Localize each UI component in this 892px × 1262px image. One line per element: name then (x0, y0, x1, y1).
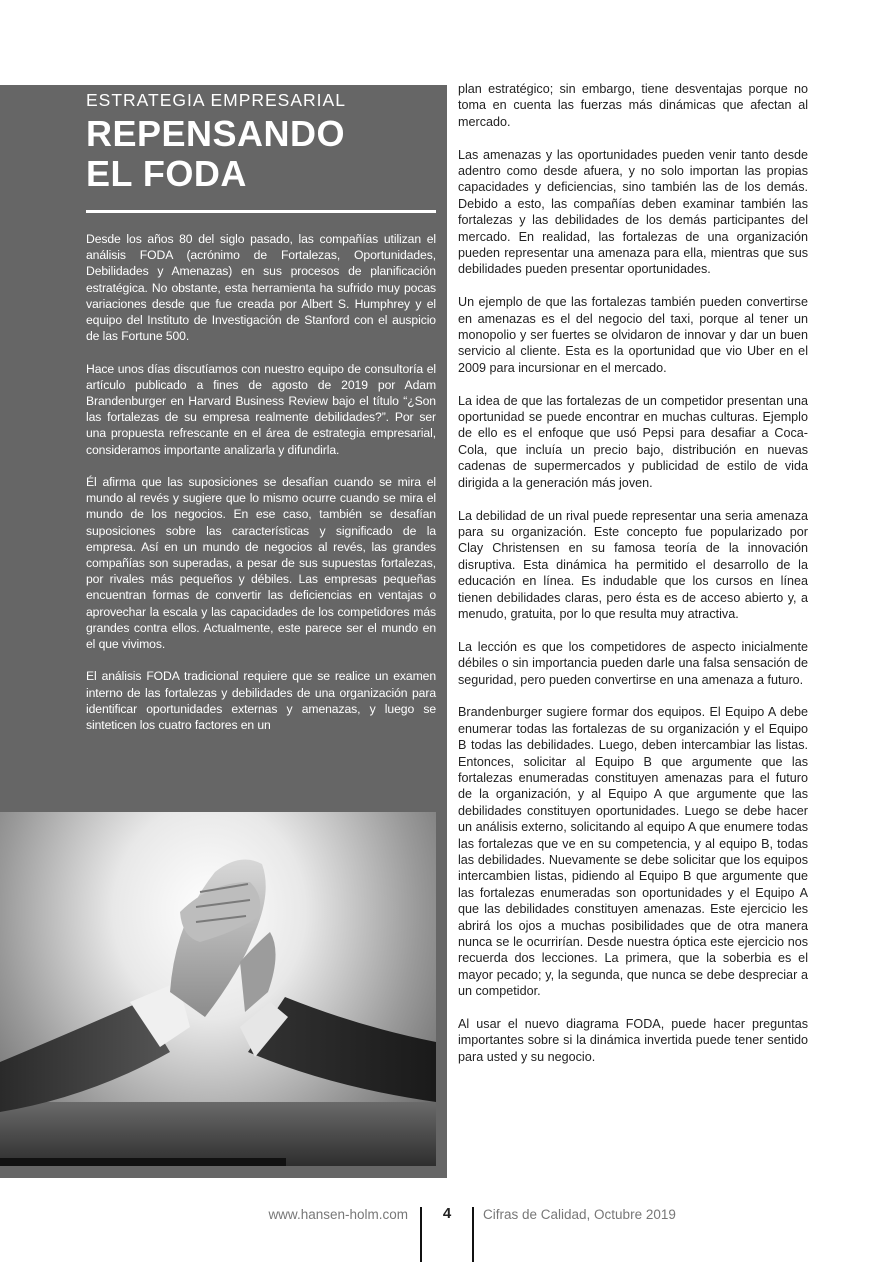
left-column-text (86, 231, 436, 749)
arm-wrestling-handshake-icon (0, 812, 436, 1166)
left-paragraph-4: El análisis FODA tradicional requiere que se realice un examen interno de las fortalezas y debilidades de una organización para identificar oportunidades externas y amenazas, y luego se sinteticen los cuatro factores en un (86, 669, 436, 733)
right-paragraph-6: La lección es que los competidores de aspecto inicialmente débiles o sin importancia pueden darle una falsa sensación de seguridad, pero pueden convertirse en una amenaza a futuro. (458, 639, 808, 687)
article-title-line-2: EL FODA (86, 153, 247, 194)
right-paragraph-3: Un ejemplo de que las fortalezas también pueden convertirse en amenazas es el del negocio del taxi, porque al tener un monopolio y ser fuertes se olvidaron de innovar y dar un buen servicio al cliente. Esta es la oportunidad que vio Uber en el 2009 para incursionar en el mercado. (458, 295, 808, 375)
footer-divider-right (472, 1207, 474, 1262)
arm-wrestling-photo (0, 812, 436, 1166)
right-paragraph-4: La idea de que las fortalezas de un competidor presentan una oportunidad se puede encontrar en muchas culturas. Ejemplo de ello es el enfoque que usó Pepsi para desafiar a Coca-Cola, que incluía un precio bajo, distribución en nuevas cadenas de supermercados y publicidad de estilo de vida dirigida a la generación más joven. (458, 393, 808, 490)
section-kicker: ESTRATEGIA EMPRESARIAL (86, 90, 346, 110)
right-paragraph-2: Las amenazas y las oportunidades pueden venir tanto desde adentro como desde afuera, y no solo importan las propias capacidades y deficiencias, sino también las de los demás. Debido a esto, las compañías deben examinar también las fortalezas y las debilidades de los demás participantes del mercado. En realidad, las fortalezas de una organización pueden representar una amenaza para ella, mientras que sus debilidades pueden presentar oportunidades. (458, 147, 808, 277)
article-title (86, 114, 436, 194)
right-paragraph-8: Al usar el nuevo diagrama FODA, puede hacer preguntas importantes sobre si la dinámica invertida puede tener sentido para usted y su negocio. (458, 1017, 808, 1064)
footer-website: www.hansen-holm.com (268, 1207, 408, 1222)
footer-publication: Cifras de Calidad, Octubre 2019 (483, 1207, 676, 1222)
photo-accent-bar (0, 1158, 286, 1166)
right-column-text (458, 81, 808, 1082)
left-paragraph-1: Desde los años 80 del siglo pasado, las compañías utilizan el análisis FODA (acrónimo de Fortalezas, Oportunidades, Debilidades y Amenazas) en sus procesos de planificación estratégica. No obstante, esta herramienta ha sufrido muy pocas variaciones desde que fue creada por Albert S. Humphrey y el equipo del Instituto de Investigación de Stanford con el auspicio de las Fortune 500. (86, 232, 436, 344)
article-title-line-1: REPENSANDO (86, 113, 346, 154)
page-number: 4 (442, 1205, 452, 1222)
right-paragraph-1: plan estratégico; sin embargo, tiene desventajas porque no toma en cuenta las fuerzas más dinámicas que afectan al mercado. (458, 82, 808, 129)
title-divider (86, 210, 436, 213)
left-paragraph-2: Hace unos días discutíamos con nuestro equipo de consultoría el artículo publicado a fines de agosto de 2019 por Adam Brandenburger en Harvard Business Review bajo el título “¿Son las fortalezas de su empresa realmente debilidades?”. Por ser una propuesta refrescante en el área de estrategia empresarial, consideramos importante analizarla y difundirla. (86, 361, 436, 457)
footer-divider-left (420, 1207, 422, 1262)
left-paragraph-3: Él afirma que las suposiciones se desafían cuando se mira el mundo al revés y sugiere que lo mismo ocurre cuando se mira el mundo de los negocios. En ese caso, también se desafían suposiciones sobre las características y significado de la empresa. Así en un mundo de negocios al revés, las grandes compañías son superadas, a pesar de sus supuestas fortalezas, por rivales más pequeños y débiles. Las empresas pequeñas encuentran formas de convertir las deficiencias en ventajas o aprovechar la escala y las capacidades de los competidores más grandes contra ellos. Actualmente, este parece ser el mundo en el que vivimos. (86, 475, 436, 652)
right-paragraph-5: La debilidad de un rival puede representar una seria amenaza para su organización. Este concepto fue popularizado por Clay Christensen en su famosa teoría de la innovación disruptiva. Esta dinámica ha permitido el desarrollo de la educación en línea. Es indudable que los cursos en línea tienen debilidades claras, pero ésta es de acceso abierto y, a menudo, gratuita, por lo que resulta muy atractiva. (458, 508, 808, 621)
right-paragraph-7: Brandenburger sugiere formar dos equipos. El Equipo A debe enumerar todas las fortalezas de su organización y el Equipo B todas las debilidades. Luego, deben intercambiar las listas. Entonces, solicitar al Equipo B que argumente que las fortalezas enumeradas constituyen amenazas para el futuro de la organización, y al Equipo A que argumente que las debilidades constituyen oportunidades. Luego se debe hacer un análisis externo, solicitando al equipo A que enumere todas las fortalezas que ve en su competencia, y al equipo B, todas las debilidades. Nuevamente se debe solicitar que los equipos intercambien listas, pidiendo al Equipo B que argumente que las fortalezas enumeradas son oportunidades y el Equipo A que las debilidades constituyen amenazas. Este ejercicio les abrirá los ojos a muchas posibilidades que de otra manera nunca se le ocurrirían. Desde nuestra óptica este ejercicio nos recuerda dos lecciones. La primera, que la soberbia es el mayor pecado; y, la segunda, que nunca se debe despreciar a un competidor. (458, 705, 808, 999)
